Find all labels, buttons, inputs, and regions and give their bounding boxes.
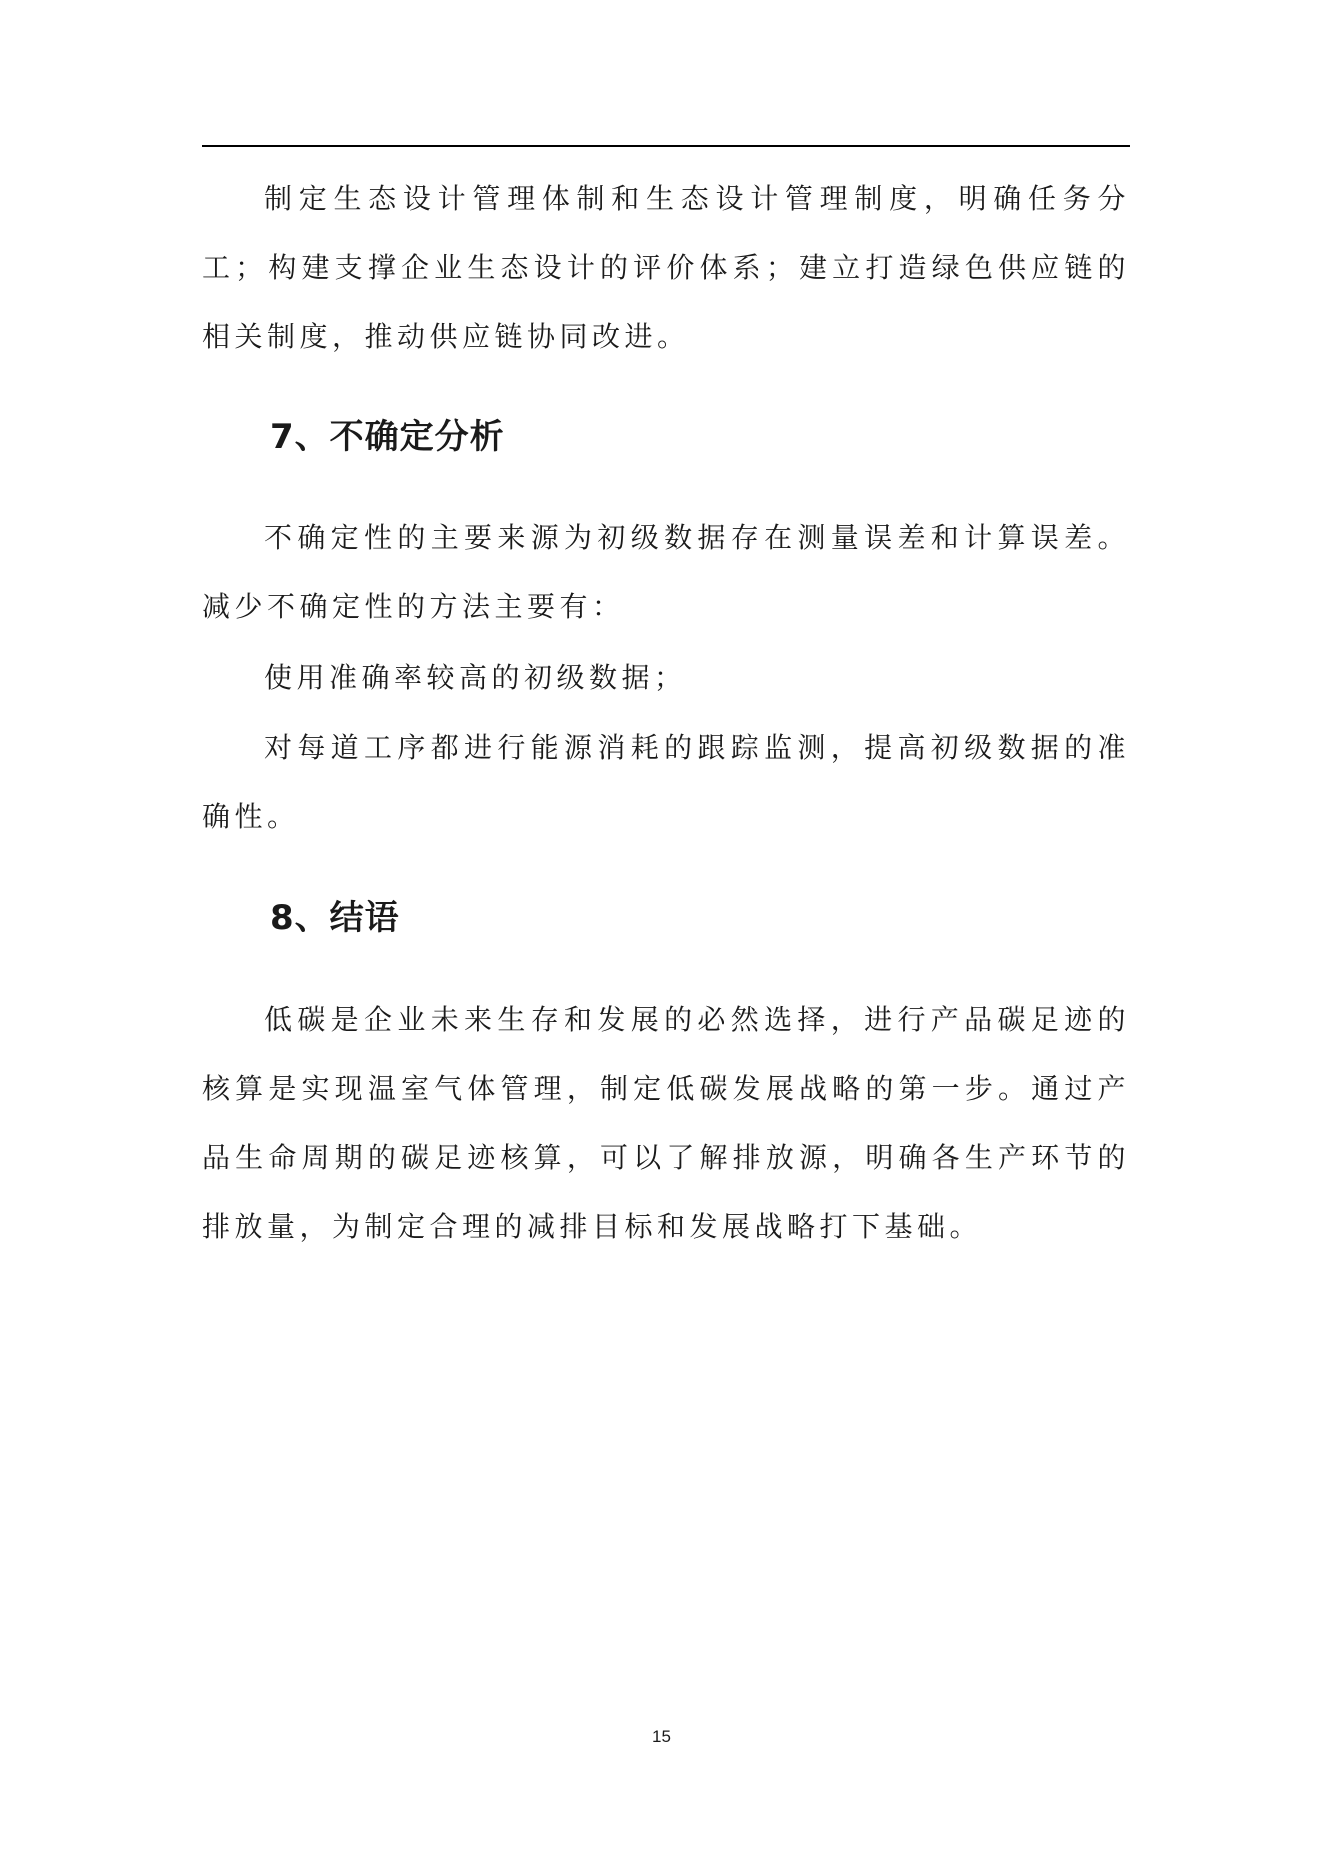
paragraph-text: 制定生态设计管理体制和生态设计管理制度，明确任务分工；构建支撑企业生态设计的评价体系；建立打造绿色供应链的相关制度，推动供应链协同改进。 xyxy=(202,182,1130,353)
section-heading-conclusion: 8、结语 xyxy=(270,898,400,938)
page-number: 15 xyxy=(652,1727,671,1746)
header-rule xyxy=(202,145,1130,147)
paragraph-text: 对每道工序都进行能源消耗的跟踪监测，提高初级数据的准确性。 xyxy=(202,731,1130,833)
paragraph-method-1 xyxy=(202,643,1130,712)
paragraph-uncertainty-source xyxy=(202,503,1130,641)
paragraph-text: 不确定性的主要来源为初级数据存在测量误差和计算误差。减少不确定性的方法主要有： xyxy=(202,521,1130,623)
paragraph-text: 使用准确率较高的初级数据； xyxy=(264,661,687,694)
paragraph-method-2 xyxy=(202,713,1130,851)
paragraph-text: 低碳是企业未来生存和发展的必然选择，进行产品碳足迹的核算是实现温室气体管理，制定低碳发展战略的第一步。通过产品生命周期的碳足迹核算，可以了解排放源，明确各生产环节的排放量，为制定合理的减排目标和发展战略打下基础。 xyxy=(202,1003,1130,1243)
paragraph-eco-design xyxy=(202,164,1130,371)
section-heading-uncertainty: 7、不确定分析 xyxy=(270,417,505,457)
paragraph-conclusion xyxy=(202,985,1130,1261)
